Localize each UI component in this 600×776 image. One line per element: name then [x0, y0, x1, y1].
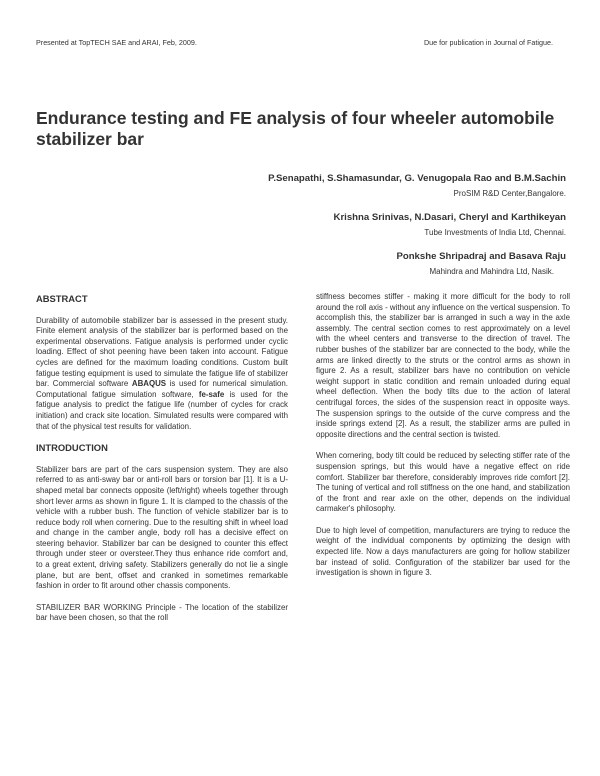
author-affiliation: Mahindra and Mahindra Ltd, Nasik. — [429, 267, 554, 276]
author-names: P.Senapathi, S.Shamasundar, G. Venugopala Rao and B.M.Sachin — [268, 173, 566, 184]
author-affiliation: Tube Investments of India Ltd, Chennai. — [424, 228, 566, 237]
header-left: Presented at TopTECH SAE and ARAI, Feb, 2009. — [36, 38, 197, 47]
left-column — [36, 294, 288, 635]
paper-title: Endurance testing and FE analysis of four wheeler automobile stabilizer bar — [36, 108, 555, 149]
author-names: Krishna Srinivas, N.Dasari, Cheryl and Karthikeyan — [333, 212, 566, 223]
author-block — [396, 251, 566, 277]
intro-paragraph: STABILIZER BAR WORKING Principle - The location of the stabilizer bar have been chosen, so that the roll — [36, 602, 288, 623]
abstract-heading: ABSTRACT — [36, 293, 88, 304]
intro-paragraph: Stabilizer bars are part of the cars suspension system. They are also referred to as anti-sway bar or anti-roll bars or torsion bar [1]. It is a U-shaped metal bar connects opposite (left/right) wheels together through short lever arms as shown in figure 1. It is clamped to the chassis of the vehicle with a rubber bush. The function of vehicle stabilizer bar is to reduce body roll when cornering. Due to the resulting shift in wheel load and change in the camber angle, body roll has a decisive effect on steering behavior. Stabilizer bar can be designed to counter this effect through under steer or oversteer.They thus enhance ride comfort and, to a great extent, driving safety. Stabilizers generally do not lie a single plane, but are bent, offset and cranked in sometimes remarkable fashion in order to fit around other chassis components. — [36, 464, 288, 591]
header-right: Due for publication in Journal of Fatigue. — [423, 38, 553, 47]
body-paragraph: When cornering, body tilt could be reduced by selecting stiffer rate of the suspension springs, but this would have a negative effect on ride comfort. Stabilizer bar therefore, considerably improves ride comfort [2]. The tuning of vertical and roll stiffness on the one hand, and stabilization of the front and rear axle on the other, depends on the individual carmaker's philosophy. — [316, 451, 570, 514]
body-paragraph: stiffness becomes stiffer - making it more difficult for the body to roll around the roll axis - without any influence on the vertical suspension. To accomplish this, the stabilizer bar is arranged in such a way in the axle assembly. The central section comes to rest approximately on a level with the wheel centers and transverse to the direction of travel. The rubber bushes of the stabilizer bar are connected to the body, while the arms are linked directly to the struts or the control arms as shown in figure 2. As a result, stabilizer bars have no contribution on vehicle weight support in static condition and remain unloaded during equal wheel deflection. When the body tilts due to the action of lateral centrifugal forces, the sides of the suspension react in opposite ways. The suspension springs to the outside of the curve compress and the inside springs extend [2]. As a result, the stabilizer arms are pulled in opposite directions and the central section is twisted. — [316, 292, 570, 439]
fe-safe-term: fe-safe — [198, 389, 225, 399]
author-block — [268, 173, 566, 199]
right-column — [316, 292, 570, 590]
introduction-heading: INTRODUCTION — [36, 442, 108, 454]
author-names: Ponkshe Shripadraj and Basava Raju — [396, 251, 566, 262]
abaqus-term: ABAQUS — [131, 379, 167, 389]
abstract-text: Durability of automobile stabilizer bar is assessed in the present study. Finite element analysis of the stabilizer bar is performed based on the experimental observations. Fatigue analysis is performed under cyclic loading. Effect of shot peening have been taken into account. Fatigue cycles are defined for the maximum loading conditions. Custom built fatigue testing equipment is used to simulate the fatigue life of stabilizer bar. Commercial software ABAQUS is used for numerical simulation. Computational fatigue simulation software, fe-safe is used for the fatigue analysis to predict the fatigue life (number of cycles for crack initiation) and crack site location. Simulated results were compared with that of the physical test results for validation. — [36, 315, 288, 431]
body-paragraph: Due to high level of competition, manufacturers are trying to reduce the weight of the individual components by optimizing the design with expected life. Now a days manufacturers are going for hollow stabilizer bar instead of solid. Configuration of the stabilizer bar used for the investigation is shown in figure 3. — [316, 525, 570, 578]
author-affiliation: ProSIM R&D Center,Bangalore. — [453, 189, 566, 198]
author-block — [334, 212, 566, 238]
